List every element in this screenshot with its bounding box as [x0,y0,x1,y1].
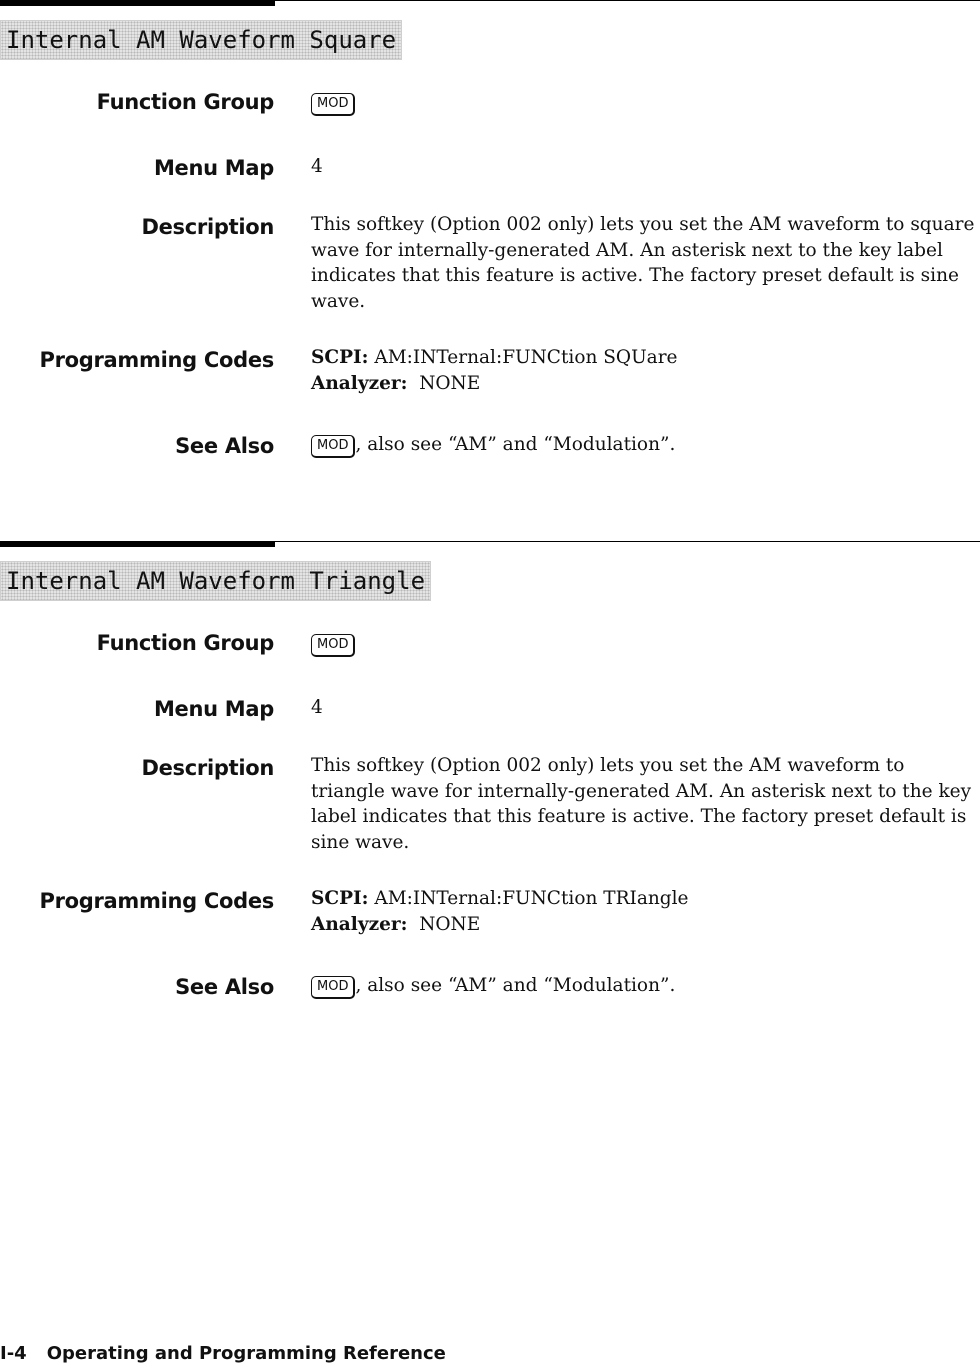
mod-hardkey: MOD [311,435,355,458]
section-rule-thick [0,0,275,6]
function-group-label: Function Group [96,90,274,114]
description-label: Description [141,215,274,239]
scpi-label: SCPI: [311,888,369,909]
analyzer-line [311,912,976,938]
menu-map-value: 4 [311,697,323,718]
analyzer-label: Analyzer: [311,372,408,394]
analyzer-line [311,371,976,397]
scpi-label: SCPI: [311,347,369,368]
programming-codes-label: Programming Codes [39,889,274,913]
function-group-value [311,631,976,657]
menu-map-label: Menu Map [153,156,274,180]
description-text: This softkey (Option 002 only) lets you set the AM waveform to square wave for internally-generated AM. An asterisk next to the key label indicates that this feature is active. The factory preset default is sine wave. [311,214,975,312]
scpi-line [311,886,976,912]
page-footer [0,1343,446,1364]
analyzer-label: Analyzer: [311,913,408,935]
page-number: I-4 [0,1343,27,1364]
see-also-label: See Also [175,975,274,999]
see-also-text: , also see “AM” and “Modulation”. [355,434,676,455]
softkey-title: Internal AM Waveform Triangle [0,561,431,601]
softkey-title: Internal AM Waveform Square [0,20,402,60]
see-also-value [311,432,976,458]
programming-codes-value [311,345,976,396]
mod-hardkey: MOD [311,93,355,116]
scpi-command: AM:INTernal:FUNCtion TRIangle [374,888,689,909]
section-rule-thin [275,0,980,1]
description-label: Description [141,756,274,780]
programming-codes-value [311,886,976,937]
see-also-label: See Also [175,434,274,458]
analyzer-value: NONE [419,372,481,394]
see-also-value [311,973,976,999]
function-group-label: Function Group [96,631,274,655]
description-text: This softkey (Option 002 only) lets you set the AM waveform to triangle wave for internally-generated AM. An asterisk next to the key label indicates that this feature is active. The factory preset default is sine wave. [311,755,972,853]
section-rule-thick [0,541,275,547]
scpi-line [311,345,976,371]
menu-map-label: Menu Map [153,697,274,721]
footer-title: Operating and Programming Reference [46,1343,446,1364]
scpi-command: AM:INTernal:FUNCtion SQUare [374,347,678,368]
programming-codes-label: Programming Codes [39,348,274,372]
analyzer-value: NONE [419,913,481,935]
mod-hardkey: MOD [311,976,355,999]
section-rule-thin [275,541,980,542]
function-group-value [311,90,976,116]
see-also-text: , also see “AM” and “Modulation”. [355,975,676,996]
mod-hardkey: MOD [311,634,355,657]
menu-map-value: 4 [311,156,323,177]
